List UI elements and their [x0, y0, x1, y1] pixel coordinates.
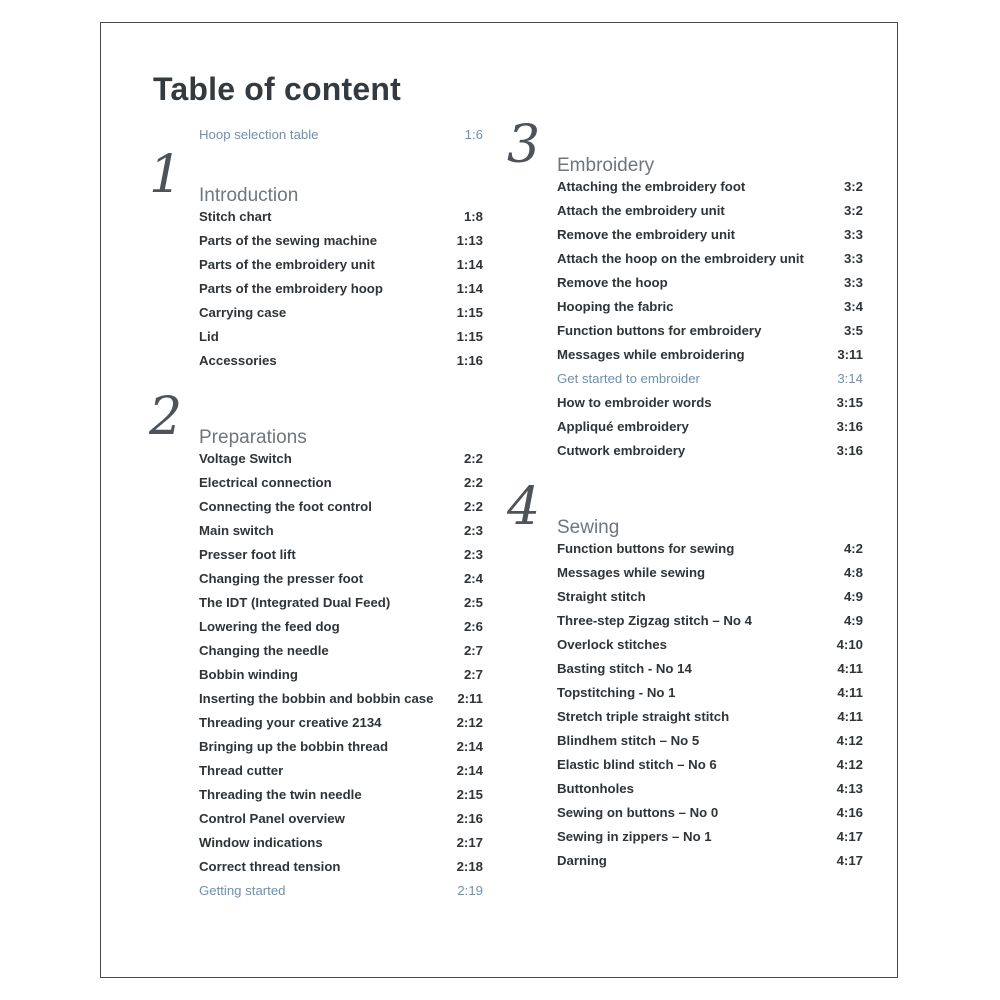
- toc-entry-page: 3:2: [843, 179, 863, 194]
- toc-entry-page: 2:6: [463, 619, 483, 634]
- toc-entry[interactable]: [511, 853, 863, 877]
- toc-entry-page: 3:16: [836, 443, 863, 458]
- toc-entry[interactable]: [511, 661, 863, 685]
- toc-entry[interactable]: [153, 329, 483, 353]
- toc-entry-page: 3:5: [843, 323, 863, 338]
- toc-entry-label: Basting stitch - No 14: [557, 661, 692, 676]
- toc-section: [507, 115, 863, 467]
- toc-entry-page: 2:14: [456, 763, 483, 778]
- toc-entry-label: The IDT (Integrated Dual Feed): [199, 595, 391, 610]
- toc-entry-label: Correct thread tension: [199, 859, 341, 874]
- toc-entry-label: Straight stitch: [557, 589, 646, 604]
- toc-entry-label: Remove the hoop: [557, 275, 668, 290]
- toc-entry-page: 4:11: [837, 661, 863, 676]
- toc-entry-label: Bringing up the bobbin thread: [199, 739, 388, 754]
- toc-entry-list: [153, 209, 483, 377]
- toc-entry-label: Carrying case: [199, 305, 287, 320]
- toc-entry-label: Sewing on buttons – No 0: [557, 805, 719, 820]
- toc-entry-label: Stitch chart: [199, 209, 272, 224]
- toc-entry[interactable]: [511, 419, 863, 443]
- toc-entry-label: Changing the needle: [199, 643, 329, 658]
- toc-entry-label: Blindhem stitch – No 5: [557, 733, 700, 748]
- toc-entry[interactable]: [153, 233, 483, 257]
- toc-entry-label: Voltage Switch: [199, 451, 292, 466]
- toc-entry-page: 1:8: [463, 209, 483, 224]
- toc-entry-list: [511, 179, 863, 467]
- toc-entry[interactable]: [153, 305, 483, 329]
- toc-entry-label: Electrical connection: [199, 475, 332, 490]
- toc-entry[interactable]: [511, 179, 863, 203]
- toc-entry-page: 2:7: [463, 667, 483, 682]
- toc-entry-page: 1:15: [456, 329, 483, 344]
- toc-entry[interactable]: [153, 691, 483, 715]
- toc-entry-label: Threading the twin needle: [199, 787, 362, 802]
- toc-entry-page: 1:13: [456, 233, 483, 248]
- left-column-sections: [149, 145, 483, 907]
- toc-entry-page: 2:16: [456, 811, 483, 826]
- toc-section: [507, 477, 863, 877]
- toc-entry-page: 3:3: [843, 275, 863, 290]
- toc-entry-page: 4:12: [836, 757, 863, 772]
- toc-entry[interactable]: [511, 203, 863, 227]
- toc-entry-label: Attaching the embroidery foot: [557, 179, 746, 194]
- toc-entry-page: 4:17: [836, 829, 863, 844]
- toc-entry-label: Stretch triple straight stitch: [557, 709, 730, 724]
- toc-section-number: 2: [149, 387, 183, 447]
- toc-entry-label: Function buttons for embroidery: [557, 323, 762, 338]
- toc-section-title[interactable]: Preparations: [199, 427, 307, 448]
- document-page: [100, 22, 898, 978]
- toc-entry-page: 2:3: [463, 523, 483, 538]
- toc-entry[interactable]: [511, 565, 863, 589]
- toc-entry-label: Parts of the embroidery hoop: [199, 281, 383, 296]
- toc-entry[interactable]: [153, 667, 483, 691]
- toc-entry-label: Cutwork embroidery: [557, 443, 686, 458]
- toc-entry-page: 4:9: [843, 589, 863, 604]
- toc-entry[interactable]: [511, 275, 863, 299]
- preamble-entries: [153, 127, 483, 151]
- toc-entry[interactable]: [153, 475, 483, 499]
- page-title: Table of content: [153, 71, 401, 107]
- toc-entry-label: Remove the embroidery unit: [557, 227, 736, 242]
- toc-entry[interactable]: [511, 805, 863, 829]
- toc-entry-label: Inserting the bobbin and bobbin case: [199, 691, 434, 706]
- toc-entry[interactable]: [511, 371, 863, 395]
- toc-section: [149, 145, 483, 377]
- toc-entry[interactable]: [153, 763, 483, 787]
- toc-entry[interactable]: [511, 227, 863, 251]
- toc-entry-label: Accessories: [199, 353, 277, 368]
- toc-entry-label: Overlock stitches: [557, 637, 667, 652]
- toc-entry-page: 4:12: [836, 733, 863, 748]
- toc-entry-page: 4:2: [843, 541, 863, 556]
- toc-section: [149, 387, 483, 907]
- toc-entry[interactable]: [153, 619, 483, 643]
- toc-entry-label: Parts of the embroidery unit: [199, 257, 375, 272]
- toc-entry-label: Attach the hoop on the embroidery unit: [557, 251, 804, 266]
- toc-entry-label: Elastic blind stitch – No 6: [557, 757, 717, 772]
- toc-entry-page: 4:8: [843, 565, 863, 580]
- toc-entry-label: Threading your creative 2134: [199, 715, 382, 730]
- toc-entry-page: 4:13: [836, 781, 863, 796]
- toc-entry-label: Buttonholes: [557, 781, 634, 796]
- toc-entry[interactable]: [153, 499, 483, 523]
- toc-entry-label: Lowering the feed dog: [199, 619, 340, 634]
- left-column: [149, 127, 483, 929]
- toc-entry-label: Lid: [199, 329, 219, 344]
- toc-entry[interactable]: [511, 395, 863, 419]
- toc-entry[interactable]: [511, 757, 863, 781]
- toc-entry[interactable]: [511, 541, 863, 565]
- toc-entry-page: 2:18: [456, 859, 483, 874]
- toc-entry[interactable]: [153, 643, 483, 667]
- toc-entry-label: Window indications: [199, 835, 323, 850]
- toc-entry-page: 2:4: [463, 571, 483, 586]
- toc-entry-page: 2:12: [456, 715, 483, 730]
- toc-entry[interactable]: [153, 571, 483, 595]
- right-column: [507, 115, 863, 899]
- toc-entry-list: [511, 541, 863, 877]
- toc-entry-label: Presser foot lift: [199, 547, 296, 562]
- toc-entry-page: 1:14: [456, 257, 483, 272]
- toc-entry-label: Control Panel overview: [199, 811, 345, 826]
- toc-entry-label: Hoop selection table: [199, 127, 319, 142]
- toc-entry-list: [153, 451, 483, 907]
- toc-entry[interactable]: [153, 595, 483, 619]
- toc-entry-page: 2:19: [457, 883, 483, 898]
- toc-entry-label: Get started to embroider: [557, 371, 700, 386]
- toc-section-number: 3: [507, 115, 541, 175]
- toc-section-header: [507, 477, 841, 541]
- toc-entry-page: 3:14: [837, 371, 863, 386]
- toc-entry-label: Messages while sewing: [557, 565, 706, 580]
- toc-entry-page: 1:16: [456, 353, 483, 368]
- toc-entry[interactable]: [511, 323, 863, 347]
- toc-entry-page: 2:15: [456, 787, 483, 802]
- toc-section-header: [507, 115, 841, 179]
- toc-entry-page: 3:11: [837, 347, 863, 362]
- page-content: [101, 23, 897, 977]
- toc-section-number: 1: [149, 145, 183, 205]
- toc-section-title[interactable]: Embroidery: [557, 155, 655, 176]
- toc-entry-page: 2:2: [463, 475, 483, 490]
- toc-entry-label: Getting started: [199, 883, 286, 898]
- toc-entry-label: Three-step Zigzag stitch – No 4: [557, 613, 752, 628]
- toc-entry[interactable]: [511, 443, 863, 467]
- toc-entry[interactable]: [511, 299, 863, 323]
- toc-entry[interactable]: [511, 613, 863, 637]
- toc-entry-page: 3:3: [843, 227, 863, 242]
- toc-entry-page: 1:6: [464, 127, 483, 142]
- toc-entry-label: Appliqué embroidery: [557, 419, 689, 434]
- toc-entry[interactable]: [511, 589, 863, 613]
- toc-entry-page: 2:2: [463, 499, 483, 514]
- toc-entry-page: 3:4: [843, 299, 863, 314]
- toc-section-title[interactable]: Introduction: [199, 185, 299, 206]
- toc-entry-label: Darning: [557, 853, 607, 868]
- toc-entry[interactable]: [153, 835, 483, 859]
- toc-entry-page: 2:2: [463, 451, 483, 466]
- toc-entry[interactable]: [153, 209, 483, 233]
- toc-entry[interactable]: [153, 739, 483, 763]
- toc-entry-page: 2:17: [456, 835, 483, 850]
- toc-entry-label: Attach the embroidery unit: [557, 203, 725, 218]
- toc-entry-label: Parts of the sewing machine: [199, 233, 378, 248]
- toc-entry-page: 4:17: [836, 853, 863, 868]
- toc-entry-label: Connecting the foot control: [199, 499, 372, 514]
- toc-entry-label: Sewing in zippers – No 1: [557, 829, 712, 844]
- toc-entry[interactable]: [511, 709, 863, 733]
- toc-entry-label: Thread cutter: [199, 763, 284, 778]
- toc-entry[interactable]: [511, 685, 863, 709]
- toc-entry-label: Function buttons for sewing: [557, 541, 735, 556]
- toc-entry[interactable]: [511, 829, 863, 853]
- toc-entry-page: 1:15: [456, 305, 483, 320]
- toc-entry-page: 4:16: [836, 805, 863, 820]
- toc-entry[interactable]: [153, 859, 483, 883]
- toc-entry[interactable]: [153, 787, 483, 811]
- toc-entry-page: 3:2: [843, 203, 863, 218]
- toc-entry-page: 2:11: [457, 691, 483, 706]
- toc-entry-page: 2:5: [463, 595, 483, 610]
- toc-entry[interactable]: [153, 883, 483, 907]
- toc-section-number: 4: [507, 477, 541, 537]
- toc-entry-page: 4:11: [837, 709, 863, 724]
- toc-entry[interactable]: [153, 547, 483, 571]
- toc-entry-page: 2:14: [456, 739, 483, 754]
- toc-entry[interactable]: [153, 281, 483, 305]
- toc-entry[interactable]: [153, 257, 483, 281]
- toc-entry-page: 2:7: [463, 643, 483, 658]
- toc-entry[interactable]: [511, 733, 863, 757]
- toc-entry-page: 3:15: [836, 395, 863, 410]
- toc-entry[interactable]: [511, 637, 863, 661]
- toc-entry-page: 3:16: [836, 419, 863, 434]
- toc-section-title[interactable]: Sewing: [557, 517, 620, 538]
- toc-entry-page: 3:3: [843, 251, 863, 266]
- toc-entry-label: Bobbin winding: [199, 667, 298, 682]
- toc-entry[interactable]: [511, 251, 863, 275]
- toc-entry-label: How to embroider words: [557, 395, 712, 410]
- toc-entry-page: 1:14: [456, 281, 483, 296]
- right-column-sections: [507, 115, 863, 877]
- toc-entry-label: Hooping the fabric: [557, 299, 674, 314]
- toc-entry-page: 4:9: [843, 613, 863, 628]
- toc-entry[interactable]: [153, 127, 483, 151]
- toc-entry[interactable]: [153, 715, 483, 739]
- toc-entry[interactable]: [153, 523, 483, 547]
- toc-entry[interactable]: [153, 353, 483, 377]
- toc-section-header: [149, 387, 483, 451]
- toc-entry-label: Messages while embroidering: [557, 347, 745, 362]
- toc-entry[interactable]: [511, 781, 863, 805]
- toc-entry-page: 2:3: [463, 547, 483, 562]
- toc-entry-page: 4:11: [837, 685, 863, 700]
- toc-entry-page: 4:10: [836, 637, 863, 652]
- toc-entry-label: Changing the presser foot: [199, 571, 364, 586]
- toc-entry-label: Main switch: [199, 523, 274, 538]
- toc-entry[interactable]: [511, 347, 863, 371]
- toc-entry[interactable]: [153, 811, 483, 835]
- toc-entry-label: Topstitching - No 1: [557, 685, 676, 700]
- toc-entry[interactable]: [153, 451, 483, 475]
- toc-section-header: [149, 145, 483, 209]
